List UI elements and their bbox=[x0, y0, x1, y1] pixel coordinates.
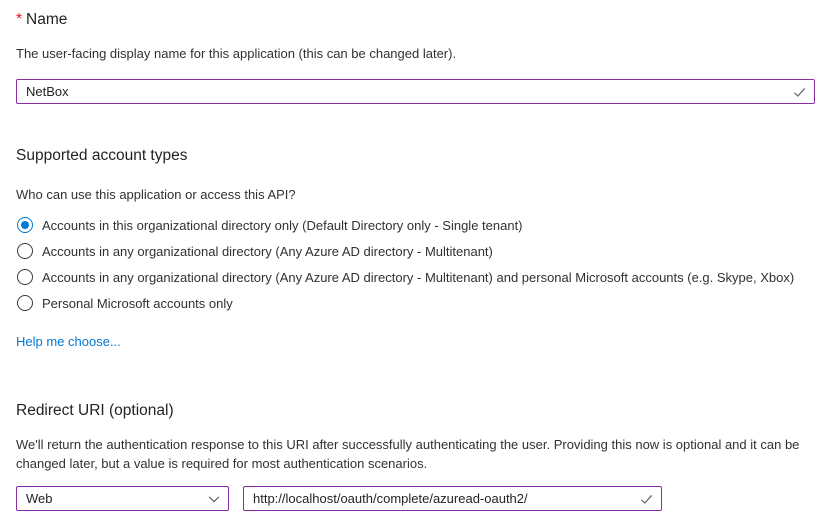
name-input-container bbox=[16, 79, 815, 104]
redirect-uri-title: Redirect URI (optional) bbox=[16, 402, 174, 419]
platform-select[interactable] bbox=[16, 486, 229, 511]
radio-option-multitenant[interactable] bbox=[16, 238, 815, 264]
redirect-uri-input-container bbox=[243, 486, 662, 511]
account-types-question: Who can use this application or access this API? bbox=[16, 187, 296, 202]
radio-option-label: Personal Microsoft accounts only bbox=[42, 295, 233, 311]
radio-option-label: Accounts in any organizational directory (Any Azure AD directory - Multitenant) and personal Microsoft accounts (e.g. Skype, Xbox) bbox=[42, 269, 795, 285]
radio-dot bbox=[21, 247, 29, 255]
name-section-title bbox=[16, 10, 815, 30]
radio-selected-icon[interactable] bbox=[17, 217, 33, 233]
radio-option-label: Accounts in any organizational directory (Any Azure AD directory - Multitenant) bbox=[42, 243, 493, 259]
radio-unselected-icon[interactable] bbox=[17, 295, 33, 311]
radio-unselected-icon[interactable] bbox=[17, 243, 33, 259]
radio-option-personal-only[interactable] bbox=[16, 290, 815, 316]
help-me-choose-link[interactable]: Help me choose... bbox=[16, 334, 121, 349]
redirect-uri-description: We'll return the authentication response to this URI after successfully authenticating the user. Providing this now is optional and it can be changed later, but a value is required for most authentication scenarios. bbox=[16, 437, 800, 471]
chevron-down-icon bbox=[207, 492, 221, 506]
account-types-radio-group bbox=[16, 212, 815, 316]
radio-option-label: Accounts in this organizational directory only (Default Directory only - Single tenant) bbox=[42, 217, 523, 233]
account-types-title: Supported account types bbox=[16, 147, 188, 164]
radio-dot bbox=[21, 273, 29, 281]
name-description: The user-facing display name for this application (this can be changed later). bbox=[16, 46, 457, 61]
name-title-text: Name bbox=[26, 11, 68, 28]
redirect-uri-row bbox=[16, 486, 815, 511]
radio-dot bbox=[21, 221, 29, 229]
radio-option-multitenant-personal[interactable] bbox=[16, 264, 815, 290]
name-input[interactable] bbox=[17, 80, 814, 103]
radio-dot bbox=[21, 299, 29, 307]
required-marker: * bbox=[16, 11, 23, 28]
redirect-uri-input[interactable] bbox=[244, 487, 661, 510]
radio-unselected-icon[interactable] bbox=[17, 269, 33, 285]
platform-select-value: Web bbox=[26, 491, 53, 506]
radio-option-single-tenant[interactable] bbox=[16, 212, 815, 238]
